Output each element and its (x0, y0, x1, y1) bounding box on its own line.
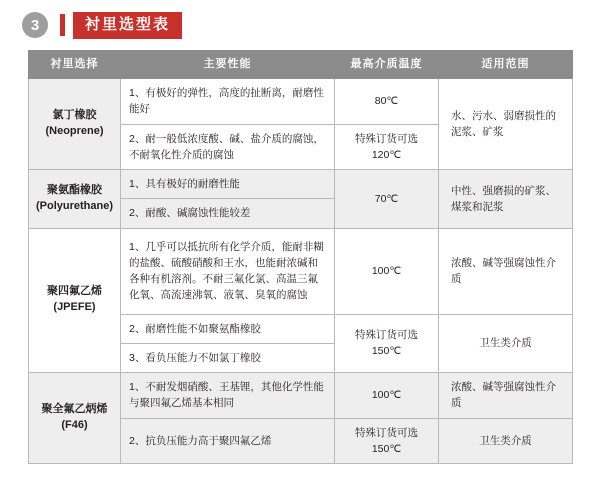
lining-name-cn: 聚全氟乙炳烯 (41, 403, 108, 416)
performance-cell: 2、抗负压能力高于聚四氟乙烯 (121, 418, 335, 464)
column-header-performance: 主要性能 (121, 51, 335, 79)
table-row (29, 170, 573, 199)
max-temp-note: 特殊订货可选 (355, 329, 418, 342)
scope-line-2: 泥浆、矿浆 (451, 126, 504, 139)
max-temp-note: 特殊订货可选 (355, 426, 418, 439)
max-temp-cell (335, 124, 439, 170)
scope-cell: 卫生类介质 (439, 418, 573, 464)
max-temp-value: 100℃ (371, 389, 402, 402)
max-temp-value: 150℃ (371, 345, 402, 358)
section-header (0, 0, 600, 40)
column-header-scope: 适用范围 (439, 51, 573, 79)
max-temp-value: 70℃ (374, 192, 399, 205)
performance-cell: 1、具有极好的耐磨性能 (121, 170, 335, 199)
performance-cell: 1、不耐发烟硝酸、王基锂，其他化学性能与聚四氟乙烯基本相同 (121, 373, 335, 419)
max-temp-note: 特殊订货可选 (355, 132, 418, 145)
lining-name-cell (29, 228, 121, 373)
section-number-badge: 3 (22, 12, 48, 38)
max-temp-cell (335, 170, 439, 229)
performance-cell: 1、几乎可以抵抗所有化学介质，能耐非糊的盐酸、硫酸硝酸和王水，也能耐浓碱和各种有机溶剂。不耐三氟化氯、高温三氟化氧、高流速沸氧、液氧、臭氧的腐蚀 (121, 228, 335, 314)
performance-cell: 1、有极好的弹性，高度的扯断离，耐磨性能好 (121, 79, 335, 125)
lining-name-cell (29, 373, 121, 464)
scope-line-1: 中性、强磨损的矿浆、 (451, 184, 556, 197)
lining-name-en: (JPEFE) (53, 301, 96, 314)
max-temp-value: 80℃ (374, 95, 399, 108)
scope-cell: 卫生类介质 (439, 314, 573, 373)
scope-line-2: 质 (451, 397, 462, 410)
performance-cell: 3、看负压能力不如氯丁橡胶 (121, 343, 335, 372)
lining-name-en: (Polyurethane) (35, 199, 113, 212)
scope-line-2: 质 (451, 273, 462, 286)
scope-line-1: 水、污水、弱磨损性的 (451, 109, 556, 122)
scope-line-1: 浓酸、碱等强腐蚀性介 (451, 381, 556, 394)
max-temp-cell (335, 418, 439, 464)
column-header-lining: 衬里选择 (29, 51, 121, 79)
max-temp-value: 150℃ (371, 442, 402, 455)
lining-name-en: (Neoprene) (45, 125, 104, 138)
max-temp-value: 120℃ (371, 148, 402, 161)
lining-name-en: (F46) (61, 419, 88, 432)
lining-selection-table-wrap (0, 40, 600, 464)
scope-cell (439, 79, 573, 170)
max-temp-cell (335, 79, 439, 125)
table-row (29, 79, 573, 125)
title-accent-bar (60, 14, 65, 36)
lining-selection-table (28, 50, 573, 464)
scope-cell (439, 228, 573, 314)
max-temp-value: 100℃ (371, 264, 402, 277)
lining-name-cn: 氯丁橡胶 (52, 109, 97, 122)
performance-cell: 2、耐磨性能不如聚氨酯橡胶 (121, 314, 335, 343)
scope-cell (439, 373, 573, 419)
lining-name-cell (29, 79, 121, 170)
performance-cell: 2、耐一般低浓度酸、碱、盐介质的腐蚀，不耐氧化性介质的腐蚀 (121, 124, 335, 170)
title-wrap (60, 12, 182, 39)
max-temp-cell (335, 373, 439, 419)
page-title: 衬里选型表 (73, 12, 182, 39)
scope-cell (439, 170, 573, 229)
lining-name-cn: 聚四氟乙烯 (47, 285, 102, 298)
performance-cell: 2、耐酸、碱腐蚀性能较差 (121, 199, 335, 228)
scope-line-1: 浓酸、碱等强腐蚀性介 (451, 256, 556, 269)
table-row (29, 228, 573, 314)
max-temp-cell (335, 314, 439, 373)
scope-line-2: 煤浆和泥浆 (451, 200, 504, 213)
column-header-max-temp: 最高介质温度 (335, 51, 439, 79)
lining-name-cell (29, 170, 121, 229)
table-row (29, 373, 573, 419)
lining-name-cn: 聚氨酯橡胶 (47, 183, 102, 196)
max-temp-cell (335, 228, 439, 314)
table-header-row (29, 51, 573, 79)
